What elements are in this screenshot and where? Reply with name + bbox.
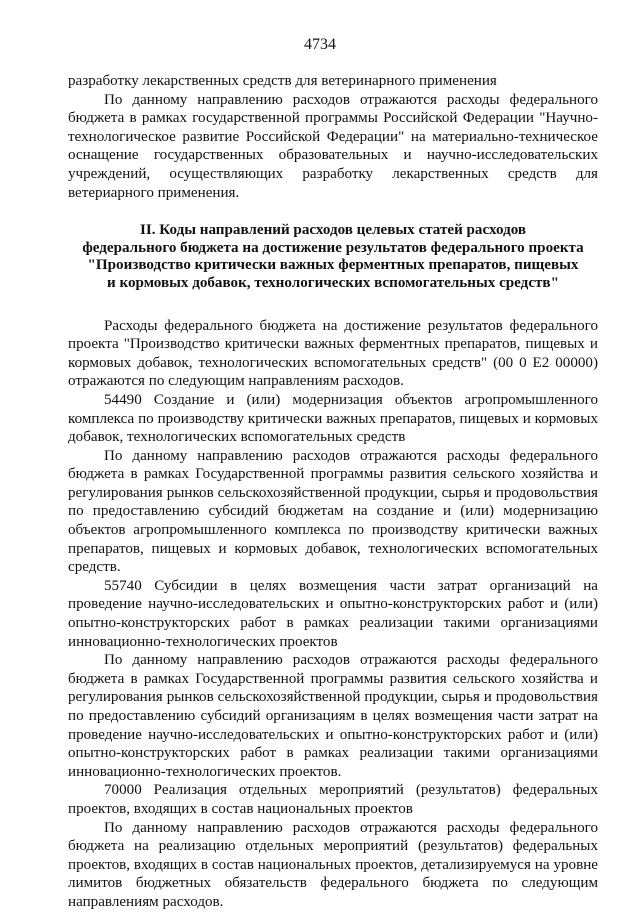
paragraph: 70000 Реализация отдельных мероприятий (результатов) федеральных проектов, входящих в состав национальных проектов <box>68 782 598 817</box>
paragraph: 54490 Создание и (или) модернизация объектов агропромышленного комплекса по производству критически важных препаратов, пищевых и кормовых добавок, технологических вспомогательных средств <box>68 391 598 446</box>
section-heading <box>68 222 598 292</box>
paragraph: По данному направлению расходов отражаются расходы федерального бюджета в рамках Государственной программы развития сельского хозяйства и регулирования рынков сельскохозяйственной продукции, сырья и продовольствия по предоставлению субсидий организациям в целях возмещения части затрат на проведение научно-исследовательских и опытно-конструкторских работ и (или) опытно-конструкторских работ в рамках реализации такими организациями инновационно-технологических проектов. <box>68 652 598 780</box>
paragraph-continuation: разработку лекарственных средств для ветеринарного применения <box>68 73 497 89</box>
paragraph: 55740 Субсидии в целях возмещения части затрат организаций на проведение научно-исследовательских и опытно-конструкторских работ и (или) опытно-конструкторских работ в рамках реализации такими организациями инновационно-технологических проектов <box>68 577 598 650</box>
paragraph: Расходы федерального бюджета на достижение результатов федерального проекта "Производство критически важных ферментных препаратов, пищевых и кормовых добавок, технологических вспомогательных средств" (00 0 Е2 00000) отражаются по следующим направлениям расходов. <box>68 317 598 390</box>
heading-line: "Производство критически важных ферментных препаратов, пищевых <box>87 257 579 274</box>
paragraph: По данному направлению расходов отражаются расходы федерального бюджета в рамках Государственной программы развития сельского хозяйства и регулирования рынков сельскохозяйственной продукции, сырья и продовольствия по предоставлению субсидий бюджетам на создание и (или) модернизацию объектов агропромышленного комплекса по производству критически важных препаратов, пищевых и кормовых добавок, технологических вспомогательных средств. <box>68 447 598 576</box>
page-number: 4734 <box>304 36 336 53</box>
heading-line: II. Коды направлений расходов целевых статей расходов <box>139 222 527 239</box>
paragraph: По данному направлению расходов отражаются расходы федерального бюджета на реализацию отдельных мероприятий (результатов) федеральных проектов, входящих в состав национальных проектов, детализируемуся на уровне лимитов бюджетных обязательств федерального бюджета по следующим направлениям расходов. <box>68 819 598 910</box>
paragraph: По данному направлению расходов отражаются расходы федерального бюджета в рамках государственной программы Российской Федерации "Научно-технологическое развитие Российской Федерации" на материально-техническое оснащение государственных образовательных и научно-исследовательских учреждений, осуществляющих разработку лекарственных средств для ветериарного применения. <box>68 91 598 201</box>
heading-line: и кормовых добавок, технологических вспомогательных средств" <box>107 274 559 291</box>
document-body <box>68 72 598 912</box>
heading-line: федерального бюджета на достижение результатов федерального проекта <box>82 239 584 256</box>
